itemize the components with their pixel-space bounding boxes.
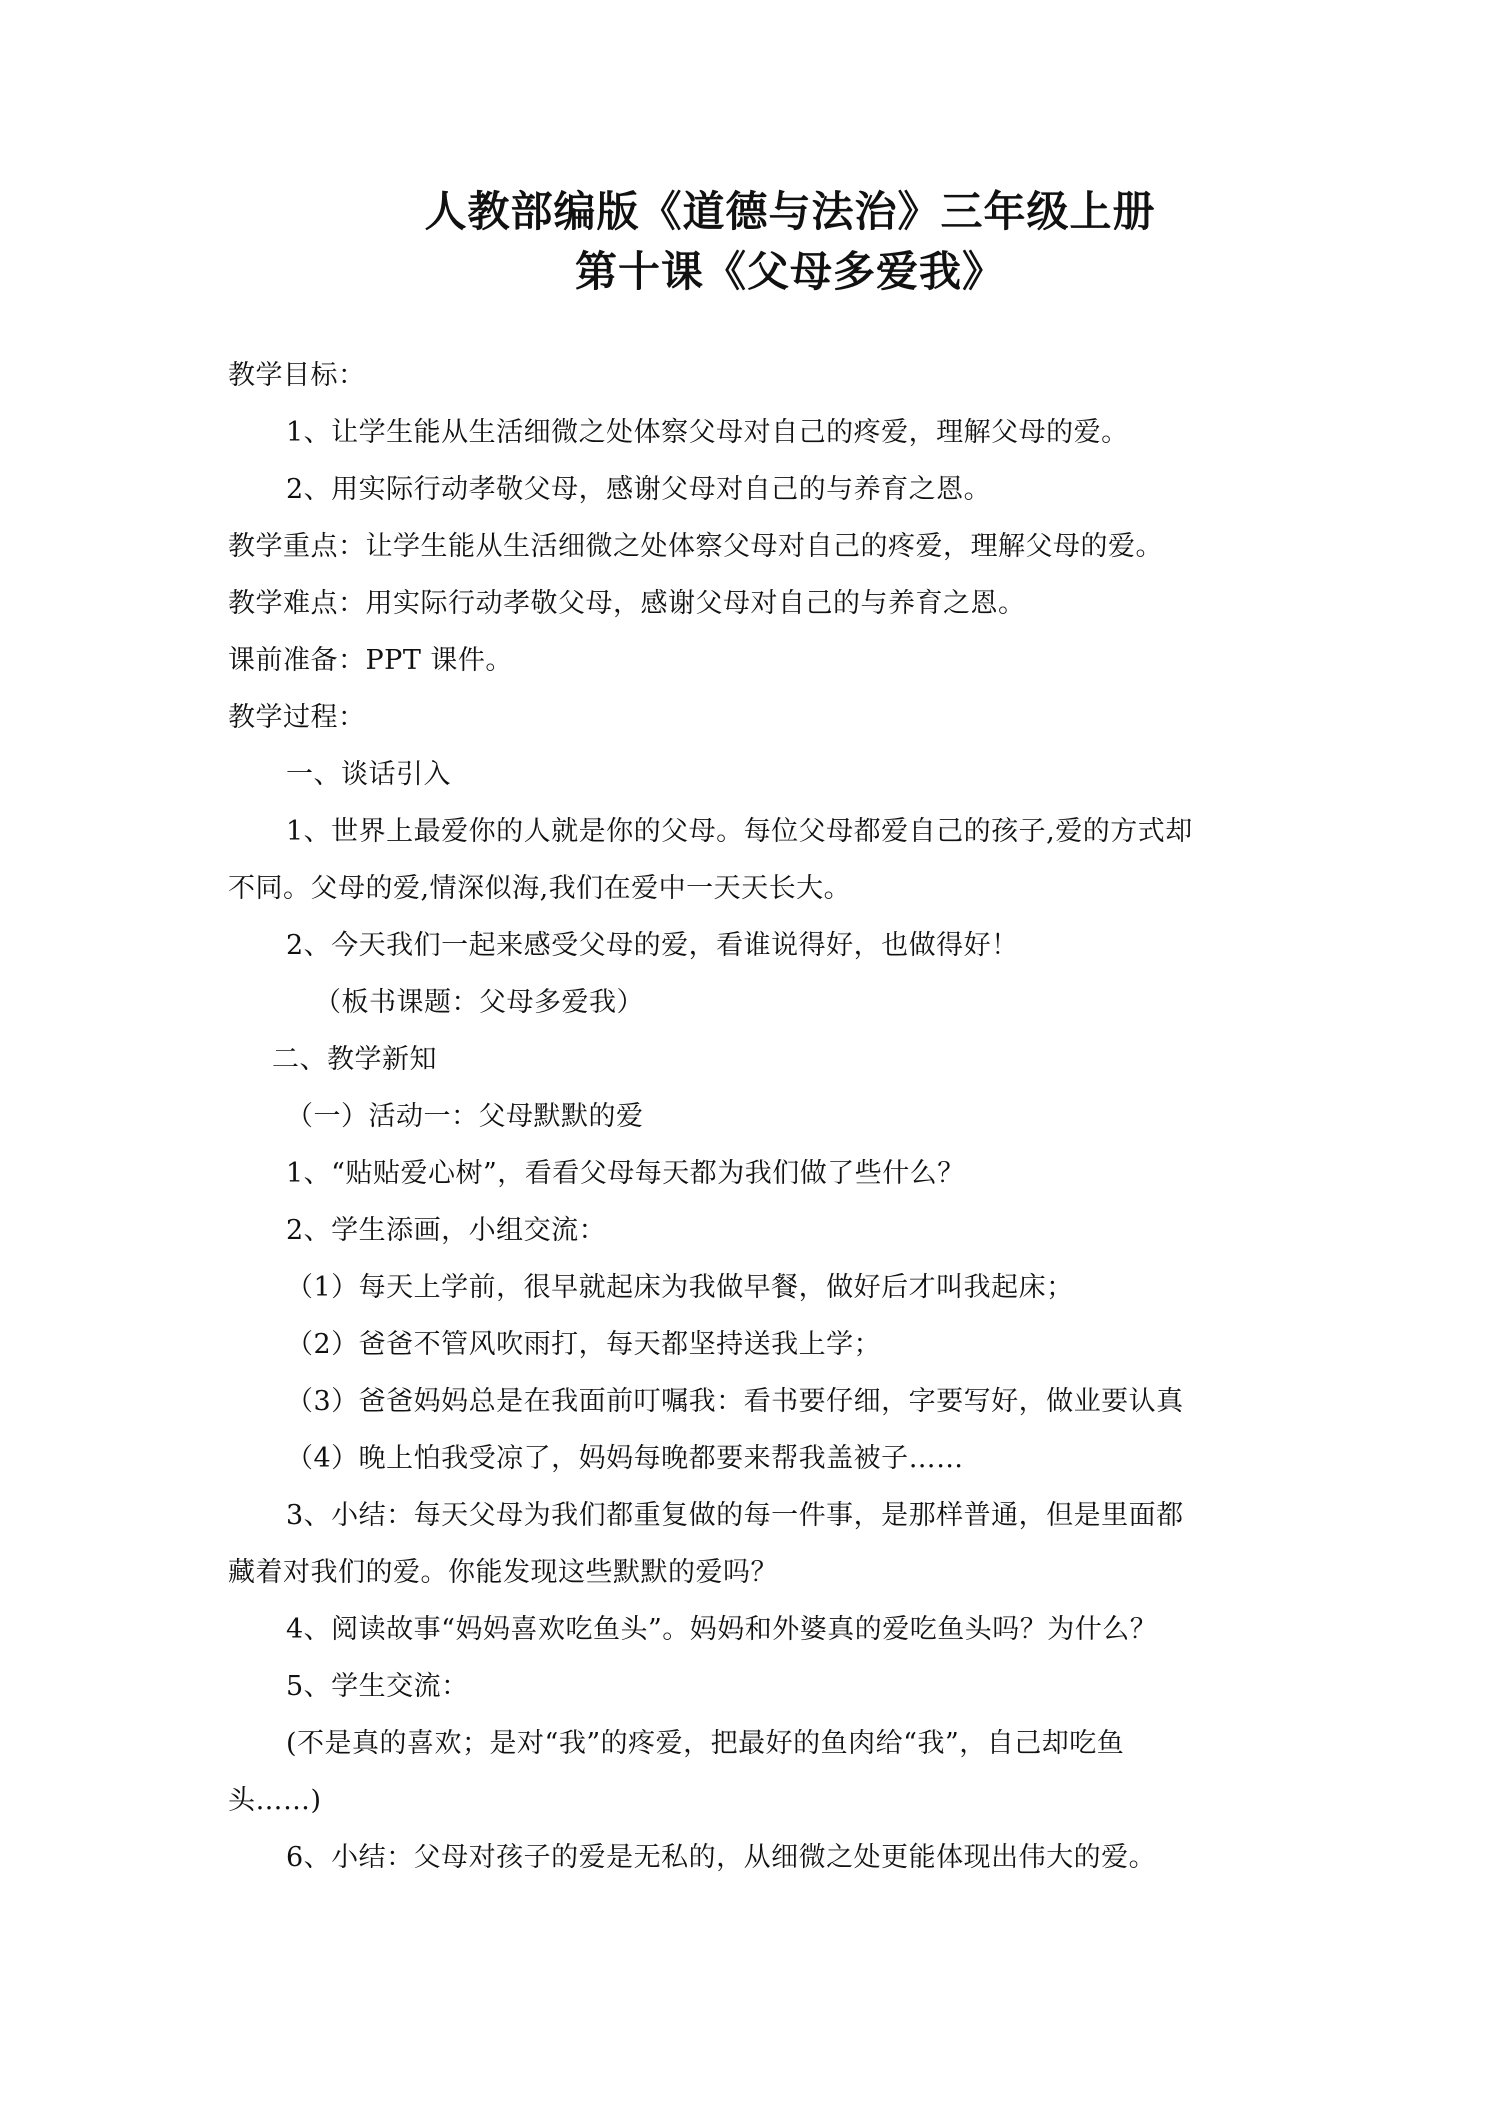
section-heading-process: 教学过程： [228,702,366,733]
list-item: （3）爸爸妈妈总是在我面前叮嘱我：看书要仔细，字要写好，做业要认真 [286,1386,1184,1417]
lesson-title: 第十课《父母多爱我》 [574,247,1005,296]
paragraph-line: 4、阅读故事“妈妈喜欢吃鱼头”。妈妈和外婆真的爱吃鱼头吗？为什么？ [286,1614,1158,1645]
list-item: （4）晚上怕我受凉了，妈妈每晚都要来帮我盖被子…… [286,1443,964,1474]
objective-item-1: 1、让学生能从生活细微之处体察父母对自己的疼爱，理解父母的爱。 [286,417,1129,448]
subsection-heading-intro: 一、谈话引入 [286,759,451,790]
key-point-line: 教学重点：让学生能从生活细微之处体察父母对自己的疼爱，理解父母的爱。 [228,531,1163,562]
activity-heading: （一）活动一：父母默默的爱 [286,1101,644,1132]
section-heading-objectives: 教学目标： [228,360,366,391]
subsection-heading-new-knowledge: 二、教学新知 [272,1044,437,1075]
objective-item-2: 2、用实际行动孝敬父母，感谢父母对自己的与养育之恩。 [286,474,992,505]
document-title: 人教部编版《道德与法治》三年级上册 [424,187,1156,236]
paragraph-line: 藏着对我们的爱。你能发现这些默默的爱吗？ [228,1557,778,1588]
difficulty-line: 教学难点：用实际行动孝敬父母，感谢父母对自己的与养育之恩。 [228,588,1026,619]
paragraph-line: 头……) [228,1785,322,1816]
paragraph-line: 5、学生交流： [286,1671,469,1702]
paragraph-line: 3、小结：每天父母为我们都重复做的每一件事，是那样普通，但是里面都 [286,1500,1184,1531]
list-item: （2）爸爸不管风吹雨打，每天都坚持送我上学； [286,1329,882,1360]
paragraph-line: 2、今天我们一起来感受父母的爱，看谁说得好，也做得好！ [286,930,1019,961]
paragraph-line: 1、“贴贴爱心树”，看看父母每天都为我们做了些什么？ [286,1158,965,1189]
list-item: （1）每天上学前，很早就起床为我做早餐，做好后才叫我起床； [286,1272,1074,1303]
paragraph-line: 2、学生添画，小组交流： [286,1215,607,1246]
paragraph-line: 不同。父母的爱,情深似海,我们在爱中一天天长大。 [228,873,852,904]
board-note-line: （板书课题：父母多爱我） [314,987,644,1018]
paragraph-line: (不是真的喜欢；是对“我”的疼爱，把最好的鱼肉给“我”，自己却吃鱼 [286,1728,1125,1759]
preparation-line: 课前准备：PPT 课件。 [228,645,513,676]
paragraph-line: 1、世界上最爱你的人就是你的父母。每位父母都爱自己的孩子,爱的方式却 [286,816,1193,847]
summary-line: 6、小结：父母对孩子的爱是无私的，从细微之处更能体现出伟大的爱。 [286,1842,1157,1873]
